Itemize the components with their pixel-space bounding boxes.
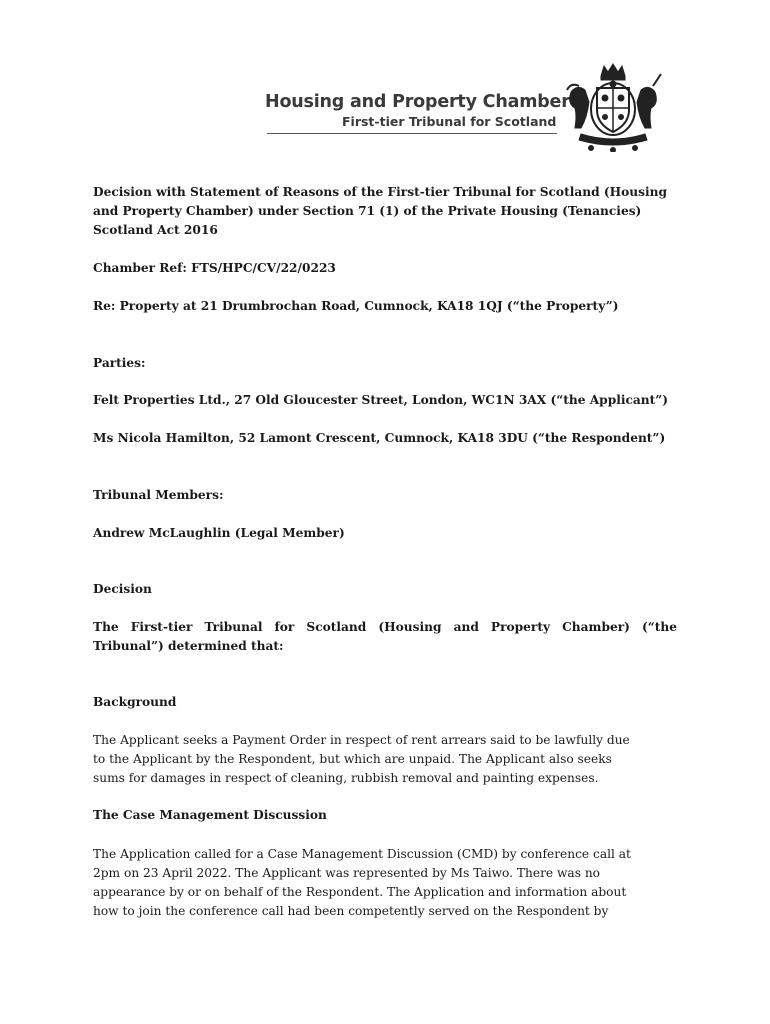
property-address: Re: Property at 21 Drumbrochan Road, Cumnock, KA18 1QJ (“the Property”) — [93, 299, 619, 313]
chamber-ref: Chamber Ref: FTS/HPC/CV/22/0223 — [93, 261, 336, 275]
tribunal-name: First-tier Tribunal for Scotland — [342, 114, 557, 129]
background-text: The Applicant seeks a Payment Order in respect of rent arrears said to be lawfully due to the Applicant by the Respondent, but which are unpaid. The Applicant also seeks sums for damages in respect of cleaning, rubbish removal and painting expenses. — [93, 733, 630, 785]
applicant-party: Felt Properties Ltd., 27 Old Gloucester Street, London, WC1N 3AX (“the Applicant”) — [93, 393, 669, 407]
decision-title: Decision with Statement of Reasons of the First-tier Tribunal for Scotland (Housing and Property Chamber) under Section 71 (1) of the Private Housing (Tenancies) Scotland Act 2016 — [93, 185, 667, 237]
tribunal-members-heading: Tribunal Members: — [93, 488, 224, 502]
background-heading: Background — [93, 695, 177, 709]
chamber-name: Housing and Property Chamber — [265, 92, 570, 112]
decision-text: The First-tier Tribunal for Scotland (Housing and Property Chamber) (“the Tribunal”) determined that: — [93, 620, 677, 653]
legal-member: Andrew McLaughlin (Legal Member) — [93, 526, 345, 540]
respondent-party: Ms Nicola Hamilton, 52 Lamont Crescent, Cumnock, KA18 3DU (“the Respondent”) — [93, 431, 666, 445]
letterhead — [265, 62, 675, 162]
cmd-heading: The Case Management Discussion — [93, 808, 327, 822]
parties-heading: Parties: — [93, 356, 146, 370]
decision-heading: Decision — [93, 582, 152, 596]
header-rule — [267, 133, 557, 134]
royal-coat-of-arms-icon — [557, 62, 669, 152]
cmd-text: The Application called for a Case Management Discussion (CMD) by conference call at 2pm on 23 April 2022. The Applicant was represented by Ms Taiwo. There was no appearance by or on behalf of the Respondent. The Application and information about how to join the conference call had been competently served on the Respondent by — [93, 847, 631, 918]
